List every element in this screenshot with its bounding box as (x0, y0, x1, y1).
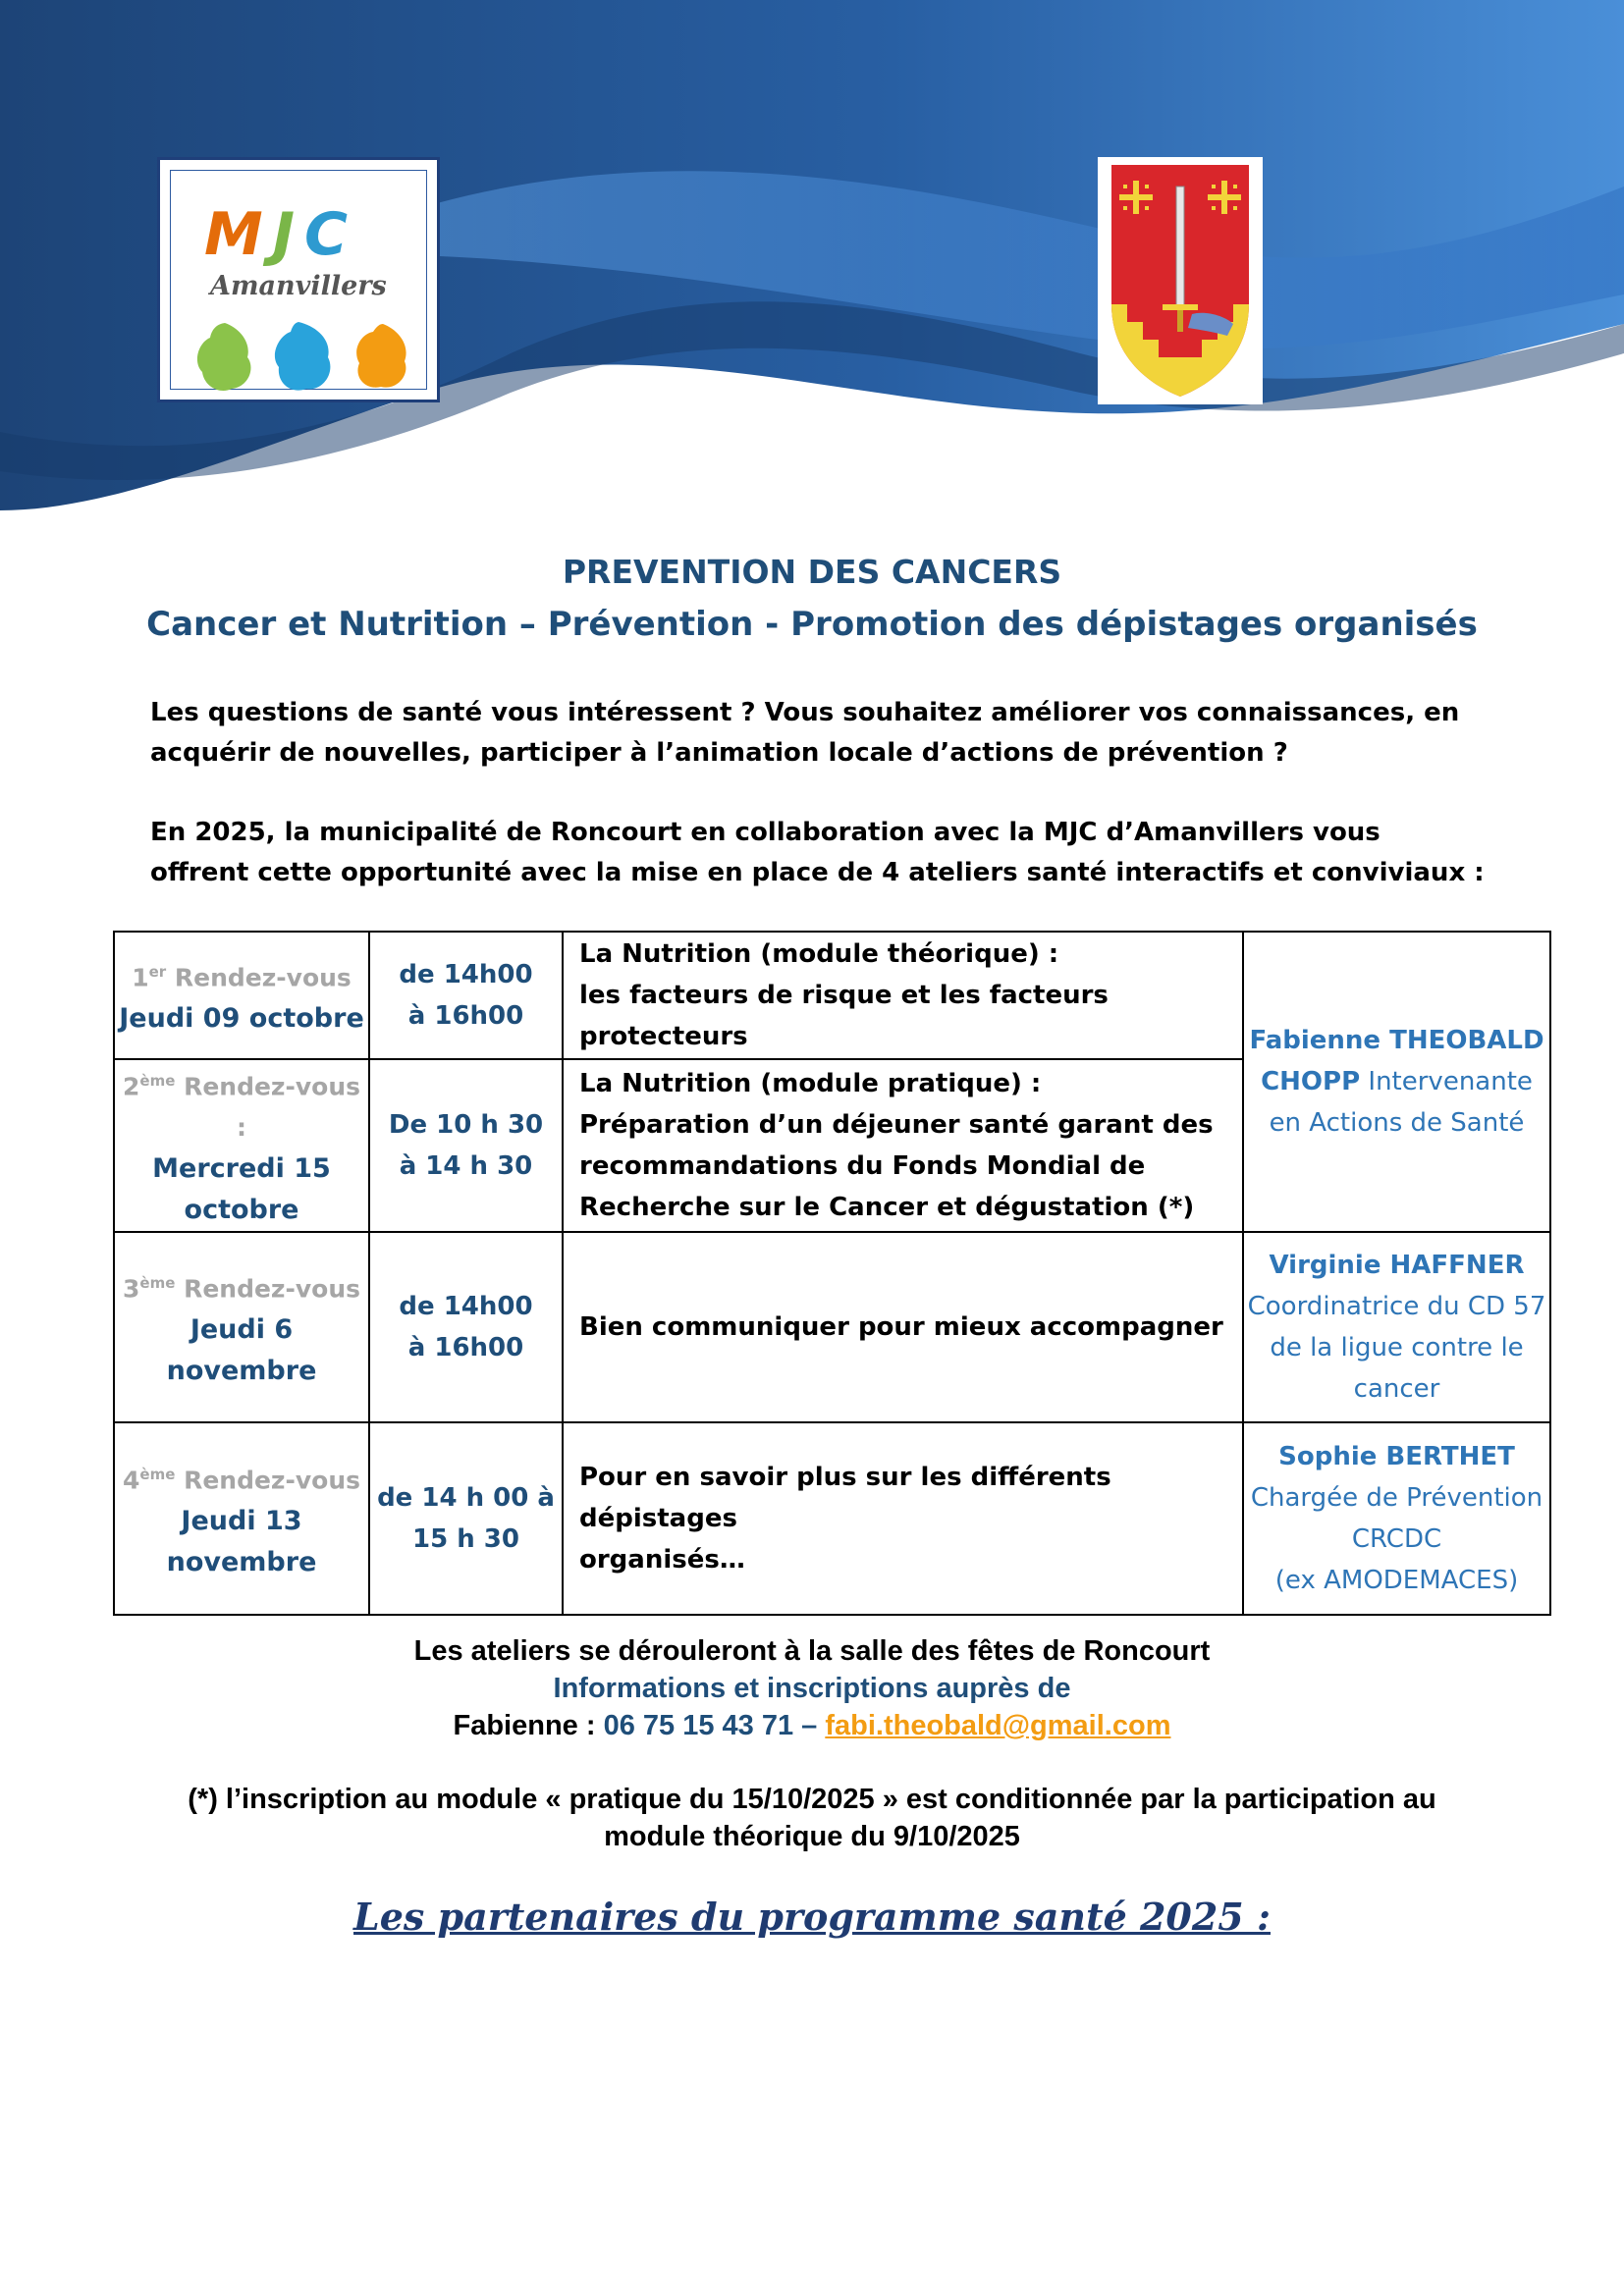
session-number: 1er Rendez-vous (132, 962, 352, 992)
main-title: PREVENTION DES CANCERS (562, 553, 1062, 591)
mjc-logo-letters: MJC (204, 200, 358, 269)
speaker-name: Sophie BERTHET (1278, 1442, 1515, 1472)
time-cell: de 14h00 à 16h00 (369, 932, 563, 1059)
time-cell: de 14h00 à 16h00 (369, 1232, 563, 1422)
note-line-2: module théorique du 9/10/2025 (604, 1821, 1020, 1852)
time-cell: de 14 h 00 à 15 h 30 (369, 1422, 563, 1615)
phone-number: 06 75 15 43 71 – (595, 1710, 826, 1741)
partners-heading: Les partenaires du programme santé 2025 : (353, 1895, 1271, 1939)
blue-splash-icon (269, 318, 338, 397)
topic-cell: Bien communiquer pour mieux accompagner (563, 1232, 1243, 1422)
table-row (114, 1422, 1550, 1615)
time-cell: De 10 h 30 à 14 h 30 (369, 1059, 563, 1232)
note-line-1: (*) l’inscription au module « pratique du 15/10/2025 » est conditionnée par la participation au (188, 1784, 1436, 1815)
mjc-logo-town: Amanvillers (210, 271, 387, 301)
location-text: Les ateliers se dérouleront à la salle des fêtes de Roncourt (413, 1635, 1211, 1667)
email-link[interactable]: fabi.theobald@gmail.com (825, 1710, 1171, 1741)
session-date: Jeudi 13 novembre (166, 1506, 317, 1578)
topic-cell: Pour en savoir plus sur les différents dépistages organisés… (563, 1422, 1243, 1615)
session-number: 4ème Rendez-vous (122, 1466, 361, 1495)
session-number: 2ème Rendez-vous : (122, 1072, 361, 1143)
session-cell (114, 932, 369, 1059)
contact-line (0, 1707, 1624, 1744)
speaker-name: Fabienne THEOBALD (1249, 1026, 1544, 1056)
session-cell (114, 1059, 369, 1232)
info-text: Informations et inscriptions auprès de (553, 1673, 1071, 1704)
workshop-schedule-table (113, 931, 1551, 1616)
green-splash-icon (190, 318, 259, 397)
session-number: 3ème Rendez-vous (122, 1274, 361, 1304)
contact-name: Fabienne : (453, 1710, 596, 1741)
mjc-amanvillers-logo (157, 157, 440, 402)
session-date: Mercredi 15 octobre (152, 1153, 331, 1226)
cross-icon-right (1208, 181, 1241, 214)
speaker-cell: Virginie HAFFNER Coordinatrice du CD 57 de la ligue contre le cancer (1243, 1232, 1550, 1422)
speaker-name: Virginie HAFFNER (1269, 1251, 1525, 1281)
table-row (114, 932, 1550, 1059)
session-cell (114, 1422, 369, 1615)
session-date: Jeudi 09 octobre (119, 1003, 364, 1035)
topic-cell: La Nutrition (module pratique) : Préparation d’un déjeuner santé garant des recommandations du Fonds Mondial de Recherche sur le Cancer et dégustation (*) (563, 1059, 1243, 1232)
session-cell (114, 1232, 369, 1422)
speaker-cell: Sophie BERTHET Chargée de Prévention CRCDC (ex AMODEMACES) (1243, 1422, 1550, 1615)
roncourt-coat-of-arms (1098, 157, 1263, 404)
subtitle: Cancer et Nutrition – Prévention - Promotion des dépistages organisés (146, 605, 1478, 644)
orange-splash-icon (348, 318, 416, 397)
topic-cell: La Nutrition (module théorique) : les facteurs de risque et les facteurs protecteurs (563, 932, 1243, 1059)
intro-paragraph-1: Les questions de santé vous intéressent ? Vous souhaitez améliorer vos connaissances, en acquérir de nouvelles, participer à l’animation locale d’actions de prévention ? (150, 698, 1460, 768)
cross-icon (1119, 181, 1153, 214)
session-date: Jeudi 6 novembre (166, 1314, 317, 1387)
speaker-cell: Fabienne THEOBALD CHOPP Intervenante en Actions de Santé (1243, 932, 1550, 1232)
intro-paragraph-2: En 2025, la municipalité de Roncourt en collaboration avec la MJC d’Amanvillers vous offrent cette opportunité avec la mise en place de 4 ateliers santé interactifs et conviviaux : (150, 818, 1485, 887)
table-row (114, 1232, 1550, 1422)
